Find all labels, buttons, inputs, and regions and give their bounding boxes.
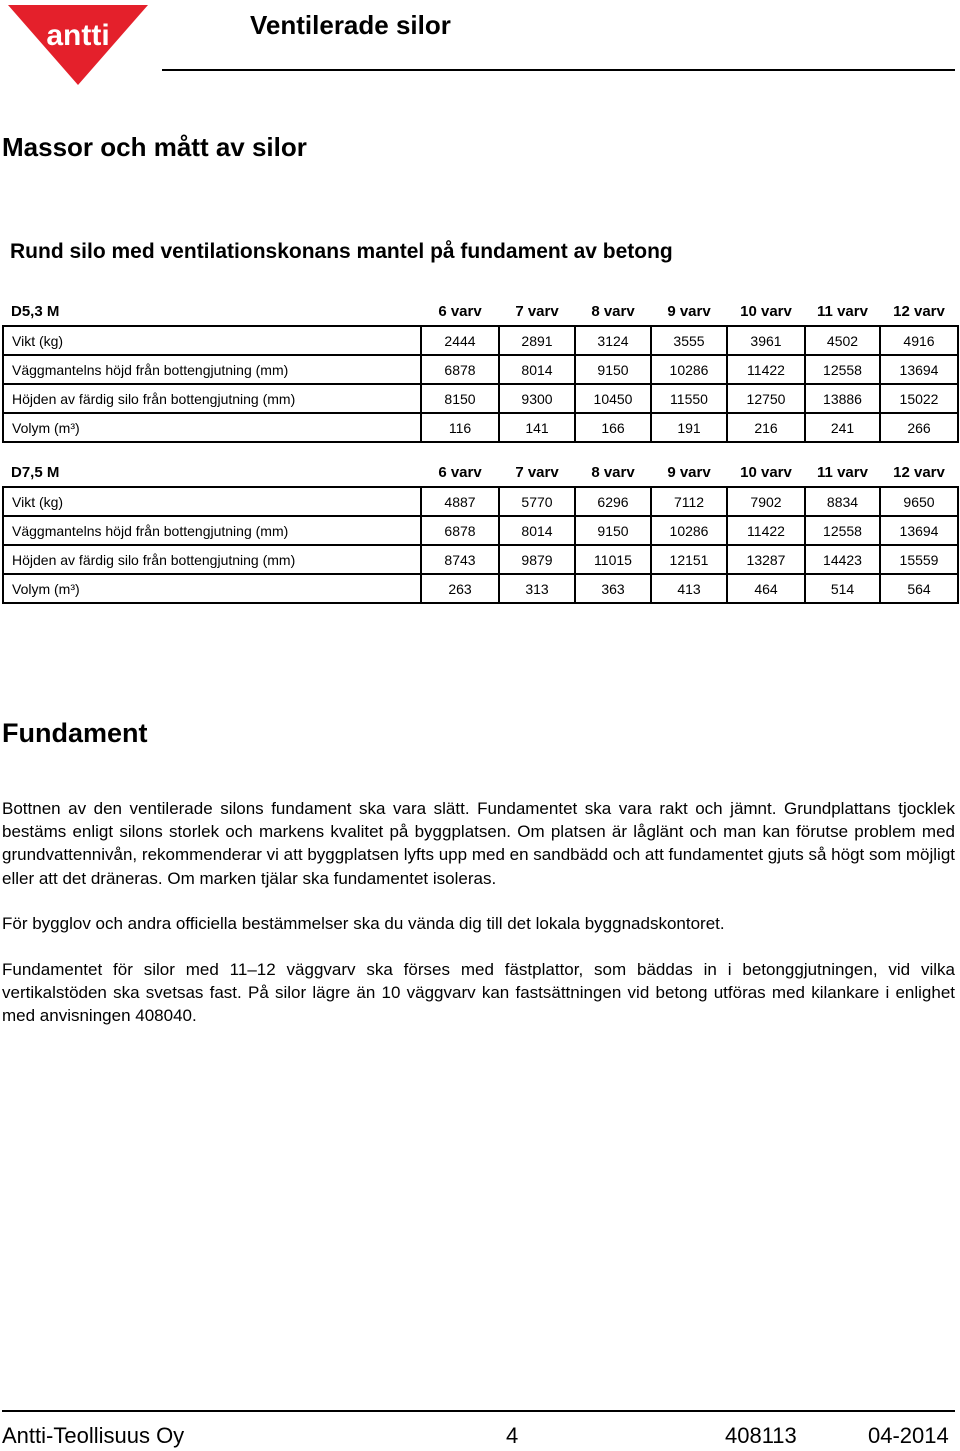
table-cell: 2891 xyxy=(499,326,575,355)
table-cell: 12558 xyxy=(805,516,880,545)
column-header: 11 varv xyxy=(817,302,868,320)
table-cell: 12750 xyxy=(727,384,805,413)
table-cell: 10286 xyxy=(651,355,727,384)
table-cell: 363 xyxy=(575,574,651,603)
table-cell: 464 xyxy=(727,574,805,603)
column-header: 10 varv xyxy=(740,302,792,320)
footer-page-number: 4 xyxy=(506,1423,519,1448)
table-cell: 13287 xyxy=(727,545,805,574)
silo-table-d53 xyxy=(2,298,959,443)
table-row xyxy=(3,516,958,545)
table-header-row xyxy=(3,459,958,487)
row-label: Höjden av färdig silo från bottengjutning (mm) xyxy=(3,545,421,574)
table-cell: 9879 xyxy=(499,545,575,574)
column-header: 7 varv xyxy=(515,463,559,481)
fundament-paragraph: För bygglov och andra officiella bestämmelser ska du vända dig till det lokala byggnadskontoret. xyxy=(2,914,725,933)
table-cell: 6878 xyxy=(421,516,499,545)
table-cell: 2444 xyxy=(421,326,499,355)
table-cell: 8834 xyxy=(805,487,880,516)
table-cell: 15559 xyxy=(880,545,958,574)
table-cell: 116 xyxy=(421,413,499,442)
table-cell: 241 xyxy=(805,413,880,442)
silo-table-d75 xyxy=(2,459,959,604)
table-row xyxy=(3,545,958,574)
row-label: Vikt (kg) xyxy=(3,326,421,355)
table-cell: 9150 xyxy=(575,516,651,545)
table-cell: 141 xyxy=(499,413,575,442)
fundament-paragraph: Bottnen av den ventilerade silons fundament ska vara slätt. Fundamentet ska vara rakt och jämnt. Grundplattans tjocklek bestäms enligt silons storlek och markens kvalitet på byggplatsen. Om platsen är låglänt och man kan förutse problem med grundvattennivån, rekommenderar vi att byggplatsen lyfts upp med en sandbädd och att fundamentet gjuts så högt som möjligt eller att det dräneras. Om marken tjälar ska fundamentet isoleras. xyxy=(2,799,955,888)
logo-graphic xyxy=(8,5,148,85)
table-cell: 12558 xyxy=(805,355,880,384)
table-cell: 7902 xyxy=(727,487,805,516)
table-row xyxy=(3,413,958,442)
table-row xyxy=(3,384,958,413)
footer-date: 04-2014 xyxy=(868,1423,949,1448)
column-header: 8 varv xyxy=(591,463,635,481)
footer-company: Antti-Teollisuus Oy xyxy=(2,1423,185,1448)
table-header-row xyxy=(3,298,958,326)
table-model-label: D7,5 M xyxy=(11,463,60,481)
table-cell: 13886 xyxy=(805,384,880,413)
table-cell: 4916 xyxy=(880,326,958,355)
table-cell: 8014 xyxy=(499,516,575,545)
logo-text: antti xyxy=(46,19,110,52)
table-cell: 514 xyxy=(805,574,880,603)
row-label: Vikt (kg) xyxy=(3,487,421,516)
table-cell: 14423 xyxy=(805,545,880,574)
table-cell: 4502 xyxy=(805,326,880,355)
row-label: Volym (m³) xyxy=(3,413,421,442)
row-label: Höjden av färdig silo från bottengjutning (mm) xyxy=(3,384,421,413)
table-cell: 8743 xyxy=(421,545,499,574)
table-cell: 9650 xyxy=(880,487,958,516)
table-cell: 9150 xyxy=(575,355,651,384)
table-cell: 11015 xyxy=(575,545,651,574)
fundament-paragraph: Fundamentet för silor med 11–12 väggvarv ska förses med fästplattor, som bäddas in i betonggjutningen, vid vilka vertikalstöden ska svetsas fast. På silor lägre än 10 väggvarv kan fastsättningen vid betong utföras med kilankare i enlighet med anvisningen 408040. xyxy=(2,960,955,1026)
header-divider xyxy=(162,69,955,71)
header-title: Ventilerade silor xyxy=(250,10,451,40)
table-cell: 216 xyxy=(727,413,805,442)
column-header: 12 varv xyxy=(893,463,945,481)
table-row xyxy=(3,355,958,384)
table-cell: 564 xyxy=(880,574,958,603)
table-cell: 13694 xyxy=(880,355,958,384)
antti-logo xyxy=(8,5,148,85)
column-header: 11 varv xyxy=(817,463,868,481)
row-label: Väggmantelns höjd från bottengjutning (mm) xyxy=(3,355,421,384)
sub-heading: Rund silo med ventilationskonans mantel på fundament av betong xyxy=(10,240,673,263)
column-header: 8 varv xyxy=(591,302,635,320)
fundament-heading: Fundament xyxy=(2,718,148,748)
table-cell: 6296 xyxy=(575,487,651,516)
table-cell: 263 xyxy=(421,574,499,603)
table-cell: 3124 xyxy=(575,326,651,355)
column-header: 10 varv xyxy=(740,463,792,481)
table-cell: 7112 xyxy=(651,487,727,516)
table-cell: 11422 xyxy=(727,355,805,384)
table-cell: 5770 xyxy=(499,487,575,516)
row-label: Väggmantelns höjd från bottengjutning (mm) xyxy=(3,516,421,545)
table-cell: 11550 xyxy=(651,384,727,413)
table-cell: 266 xyxy=(880,413,958,442)
column-header: 6 varv xyxy=(438,463,482,481)
table-cell: 8150 xyxy=(421,384,499,413)
table-cell: 12151 xyxy=(651,545,727,574)
column-header: 9 varv xyxy=(667,463,711,481)
table-row xyxy=(3,326,958,355)
table-cell: 166 xyxy=(575,413,651,442)
table-cell: 4887 xyxy=(421,487,499,516)
table-cell: 15022 xyxy=(880,384,958,413)
footer-divider xyxy=(2,1410,955,1412)
table-cell: 191 xyxy=(651,413,727,442)
main-heading: Massor och mått av silor xyxy=(2,132,307,162)
table-model-label: D5,3 M xyxy=(11,302,60,320)
table-cell: 3961 xyxy=(727,326,805,355)
footer-doc-number: 408113 xyxy=(725,1423,797,1448)
table-cell: 6878 xyxy=(421,355,499,384)
row-label: Volym (m³) xyxy=(3,574,421,603)
table-cell: 8014 xyxy=(499,355,575,384)
table-cell: 313 xyxy=(499,574,575,603)
table-cell: 413 xyxy=(651,574,727,603)
column-header: 12 varv xyxy=(893,302,945,320)
table-cell: 13694 xyxy=(880,516,958,545)
table-cell: 10286 xyxy=(651,516,727,545)
table-cell: 9300 xyxy=(499,384,575,413)
column-header: 6 varv xyxy=(438,302,482,320)
column-header: 7 varv xyxy=(515,302,559,320)
table-row xyxy=(3,487,958,516)
column-header: 9 varv xyxy=(667,302,711,320)
table-cell: 10450 xyxy=(575,384,651,413)
table-cell: 3555 xyxy=(651,326,727,355)
table-row xyxy=(3,574,958,603)
table-cell: 11422 xyxy=(727,516,805,545)
